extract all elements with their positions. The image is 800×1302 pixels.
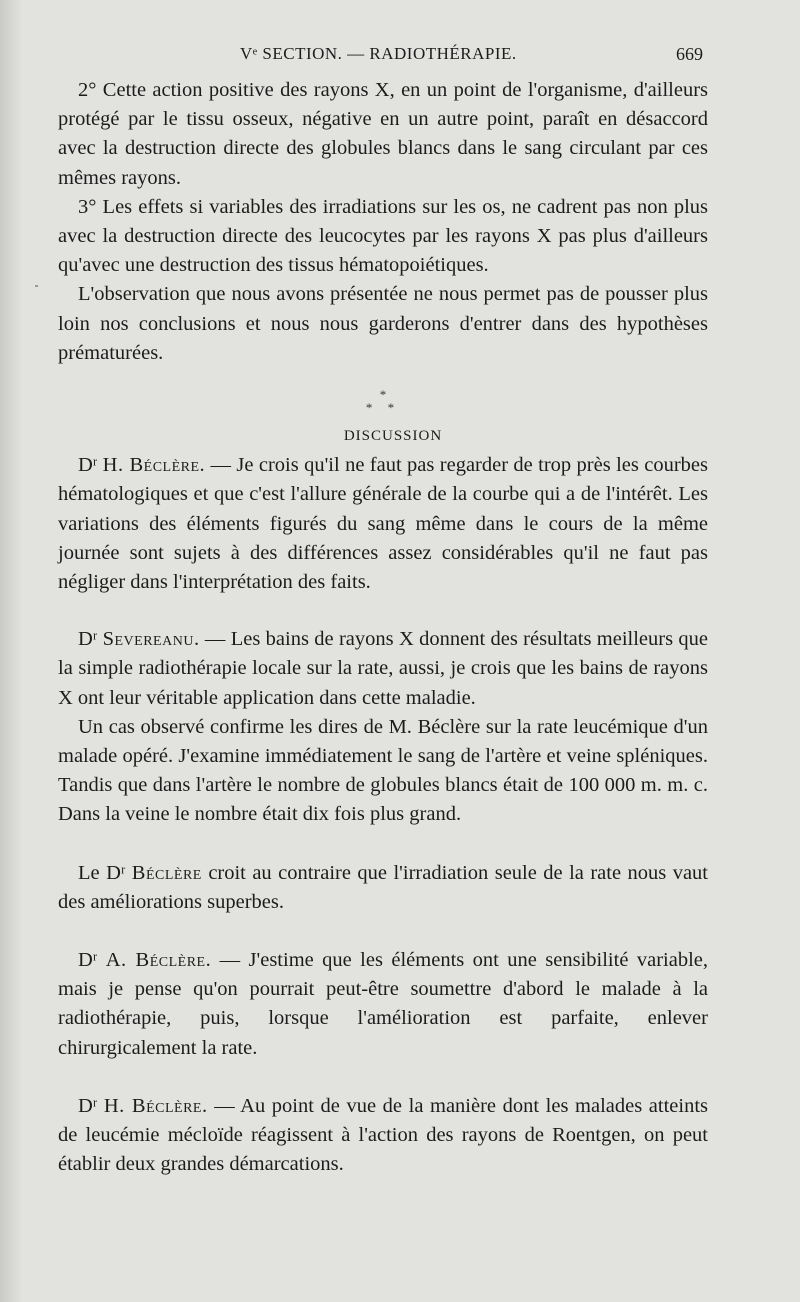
discussion-text: — Au point de vue de la manière dont les malades atteints de leucémie mécloïde réagissent à l'action des rayons de Roentgen, on peut établir deux grandes démarcations. bbox=[58, 1094, 709, 1176]
speaker-title: Dʳ bbox=[78, 454, 98, 477]
speaker-title: Dʳ bbox=[78, 628, 98, 651]
margin-speck bbox=[35, 285, 38, 287]
discussion-entry-3 bbox=[58, 859, 708, 917]
speaker-name: H. Béclère. bbox=[103, 1094, 208, 1117]
discussion-entry-4 bbox=[58, 946, 708, 1063]
paragraph-point-2: 2° Cette action positive des rayons X, en un point de l'organisme, d'ailleurs protégé par le tissu osseux, négative en un autre point, paraît en désaccord avec la destruction directe des globules blancs dans le sang circulant par ces mêmes rayons. bbox=[58, 79, 708, 189]
main-text bbox=[58, 76, 708, 1180]
discussion-text: — Les bains de rayons X donnent des résultats meilleurs que la simple radiothérapie locale sur la rate, aussi, je crois que les bains de rayons X ont leur véritable application dans cette maladie. bbox=[58, 628, 709, 709]
speaker-title: Dʳ bbox=[78, 949, 98, 972]
speaker-name: Severeanu. bbox=[102, 628, 200, 651]
asterism-bottom: * * bbox=[365, 400, 401, 416]
discussion-entry-1 bbox=[58, 451, 708, 597]
discussion-entry-2 bbox=[58, 625, 708, 713]
speaker-name: H. Béclère. bbox=[102, 454, 206, 477]
speaker-name: A. Béclère. bbox=[105, 949, 212, 972]
section-heading: DISCUSSION bbox=[343, 428, 443, 445]
page-number: 669 bbox=[676, 44, 703, 64]
paragraph-point-3: 3° Les effets si variables des irradiations sur les os, ne cadrent pas non plus avec la destruction directe des leucocytes par les rayons X pas plus d'ailleurs qu'avec une destruction des tissus hématopoiétiques. bbox=[58, 195, 708, 277]
speaker-name: Béclère bbox=[131, 861, 202, 884]
running-title: Vᵉ SECTION. — RADIOTHÉRAPIE. bbox=[240, 44, 517, 63]
discussion-text: — J'estime que les éléments ont une sensibilité variable, mais je pense qu'on pourrait peut-être soumettre d'abord le malade à la radiothérapie, puis, lorsque l'amélioration est parfaite, enlever chirurgicalement la rate. bbox=[58, 949, 708, 1059]
paragraph-conclusion: L'observation que nous avons présentée ne nous permet pas de pousser plus loin nos conclusions et nous nous garderons d'entrer dans des hypothèses prématurées. bbox=[58, 283, 708, 364]
asterism-ornament bbox=[58, 388, 708, 422]
speaker-prefix: Le Dʳ bbox=[78, 861, 132, 884]
discussion-text: croit au contraire que l'irradiation seule de la rate nous vaut des améliorations superbes. bbox=[58, 861, 708, 913]
discussion-text: — Je crois qu'il ne faut pas regarder de trop près les courbes hématologiques et que c'est l'allure générale de la courbe qui a de l'intérêt. Les variations des éléments figurés du sang même dans le cours de la même journée sont sujets à des différences assez considérables qu'il ne faut pas négliger dans l'interprétation des faits. bbox=[58, 454, 708, 594]
page-gutter-shadow bbox=[0, 0, 22, 1302]
speaker-title: Dʳ bbox=[78, 1094, 98, 1117]
discussion-entry-2-continued: Un cas observé confirme les dires de M. Béclère sur la rate leucémique d'un malade opéré. J'examine immédiatement le sang de l'artère et veine spléniques. Tandis que dans l'artère le nombre de globules blancs était de 100 000 m. m. c. Dans la veine le nombre était dix fois plus grand. bbox=[58, 715, 708, 826]
asterism-top: * bbox=[379, 387, 387, 403]
discussion-entry-5 bbox=[58, 1092, 708, 1180]
running-head bbox=[0, 42, 800, 72]
